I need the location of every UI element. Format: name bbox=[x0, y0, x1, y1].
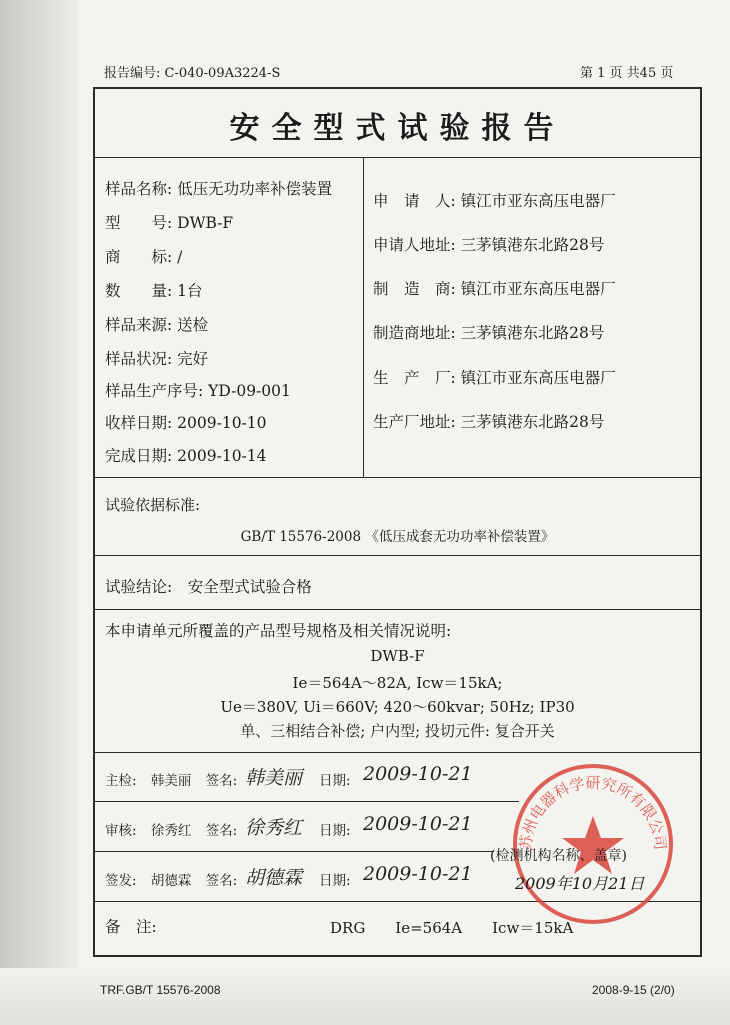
remarks-value: DRG Ie=564A Icw＝15kA bbox=[330, 919, 574, 937]
divider bbox=[95, 555, 700, 556]
sig-name: 胡德霖 bbox=[150, 873, 192, 889]
handwritten-date: 2009-10-21 bbox=[363, 863, 473, 885]
scope-line: 单、三相结合补偿; 户内型; 投切元件: 复合开关 bbox=[240, 722, 555, 740]
handwritten-signature: 徐秀红 bbox=[245, 817, 303, 839]
standard-value: GB/T 15576-2008 《低压成套无功功率补偿装置》 bbox=[240, 529, 555, 545]
scan-shadow bbox=[0, 0, 78, 1025]
divider bbox=[95, 157, 700, 158]
agency-note: (检测机构名称、盖章) bbox=[490, 848, 627, 864]
factory-address: 生产厂地址: 三茅镇港东北路28号 bbox=[373, 413, 605, 431]
test-conclusion: 试验结论: 安全型式试验合格 bbox=[105, 578, 312, 596]
sample-source: 样品来源: 送检 bbox=[105, 316, 209, 334]
factory: 生 产 厂: 镇江市亚东高压电器厂 bbox=[373, 369, 616, 387]
sample-name: 样品名称: 低压无功功率补偿装置 bbox=[105, 180, 333, 198]
form-version: 2008-9-15 (2/0) bbox=[592, 983, 675, 997]
sig-label: 签名: bbox=[205, 823, 238, 839]
sample-model: 型 号: DWB-F bbox=[105, 214, 234, 232]
sig-date-label: 日期: bbox=[319, 773, 351, 789]
sig-role: 审核: bbox=[105, 823, 137, 839]
scope-line: DWB-F bbox=[370, 647, 425, 665]
seal-text: 苏州电器科学研究所有限公司 bbox=[516, 774, 670, 851]
sample-quantity: 数 量: 1台 bbox=[105, 282, 203, 300]
signature-row-reviewer bbox=[105, 819, 237, 839]
scope-label: 本申请单元所覆盖的产品型号规格及相关情况说明: bbox=[105, 622, 452, 640]
divider bbox=[95, 609, 700, 610]
sample-serial: 样品生产序号: YD-09-001 bbox=[105, 382, 291, 400]
applicant: 申 请 人: 镇江市亚东高压电器厂 bbox=[373, 192, 616, 210]
scope-line: Ue＝380V, Ui＝660V; 420～60kvar; 50Hz; IP30 bbox=[220, 698, 575, 716]
handwritten-signature: 韩美丽 bbox=[245, 767, 303, 789]
divider bbox=[95, 851, 494, 852]
sig-role: 签发: bbox=[105, 873, 137, 889]
official-seal bbox=[503, 754, 683, 934]
handwritten-date: 2009-10-21 bbox=[363, 813, 473, 835]
signature-row-issuer bbox=[105, 869, 237, 889]
standard-label: 试验依据标准: bbox=[105, 496, 201, 514]
report-title: 安全型式试验报告 bbox=[229, 111, 566, 146]
form-code: TRF.GB/T 15576-2008 bbox=[100, 983, 221, 997]
stamp-date: 2009年10月21日 bbox=[515, 874, 645, 893]
sig-label: 签名: bbox=[205, 873, 238, 889]
divider bbox=[95, 477, 700, 478]
sample-condition: 样品状况: 完好 bbox=[105, 350, 209, 368]
divider bbox=[95, 752, 700, 753]
manufacturer: 制 造 商: 镇江市亚东高压电器厂 bbox=[373, 280, 616, 298]
signature-row-inspector bbox=[105, 769, 237, 789]
sig-label: 签名: bbox=[205, 773, 238, 789]
sig-name: 徐秀红 bbox=[150, 823, 192, 839]
received-date: 收样日期: 2009-10-10 bbox=[105, 414, 267, 432]
applicant-address: 申请人地址: 三茅镇港东北路28号 bbox=[373, 236, 605, 254]
sig-role: 主检: bbox=[105, 773, 137, 789]
sample-brand: 商 标: / bbox=[105, 248, 183, 266]
handwritten-date: 2009-10-21 bbox=[363, 763, 473, 785]
divider bbox=[95, 801, 519, 802]
report-number: 报告编号: C-040-09A3224-S bbox=[104, 66, 281, 81]
remarks-label: 备 注: bbox=[105, 918, 157, 936]
sig-date-label: 日期: bbox=[319, 823, 351, 839]
report-form bbox=[93, 87, 702, 957]
scope-line: Ie＝564A～82A, Icw＝15kA; bbox=[292, 674, 503, 692]
page-info: 第 1 页 共45 页 bbox=[580, 66, 674, 81]
manufacturer-address: 制造商地址: 三茅镇港东北路28号 bbox=[373, 324, 605, 342]
sig-date-label: 日期: bbox=[319, 873, 351, 889]
handwritten-signature: 胡德霖 bbox=[245, 867, 303, 889]
completed-date: 完成日期: 2009-10-14 bbox=[105, 447, 267, 465]
column-divider bbox=[363, 157, 364, 477]
sig-name: 韩美丽 bbox=[150, 773, 192, 789]
